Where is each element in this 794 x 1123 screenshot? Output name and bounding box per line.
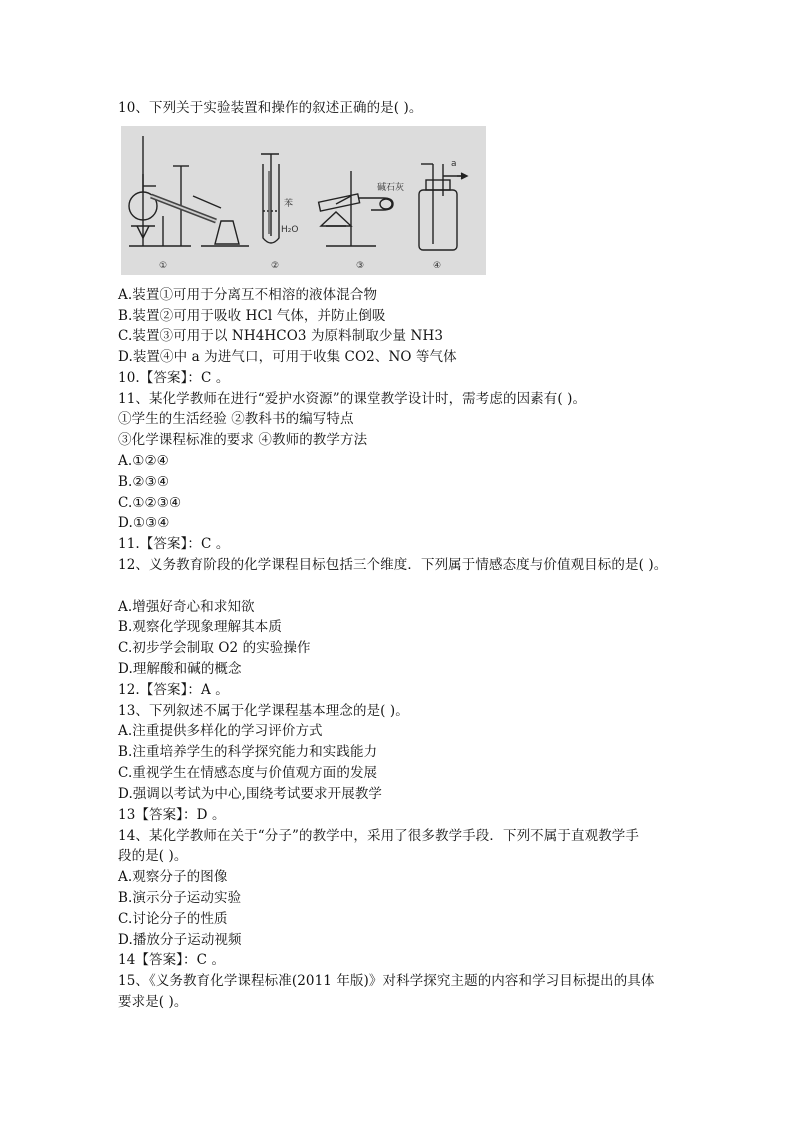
q14-option-a: A.观察分子的图像 (118, 869, 228, 885)
q13-answer: 13【答案】：D 。 (118, 807, 226, 823)
label-soda-lime: 碱石灰 (377, 183, 405, 193)
q12-option-c: C.初步学会制取 O2 的实验操作 (118, 640, 311, 656)
q10-stem: 10、下列关于实验装置和操作的叙述正确的是( )。 (118, 100, 423, 116)
label-water: H₂O (281, 225, 299, 235)
label-4: ④ (433, 261, 442, 271)
q13-option-b: B.注重培养学生的科学探究能力和实践能力 (118, 744, 378, 760)
q14-stem-line-2: 段的是( )。 (118, 848, 188, 864)
q15-stem-line-2: 要求是( )。 (118, 994, 188, 1010)
label-1: ① (159, 261, 168, 271)
q10-apparatus-figure (121, 126, 486, 275)
q13-stem: 13、下列叙述不属于化学课程基本理念的是( )。 (118, 703, 409, 719)
q12-stem: 12、义务教育阶段的化学课程目标包括三个维度．下列属于情感态度与价值观目标的是( )。 (118, 557, 668, 573)
q10-option-d: D.装置④中 a 为进气口，可用于收集 CO2、NO 等气体 (118, 349, 457, 365)
q13-option-a: A.注重提供多样化的学习评价方式 (118, 723, 323, 739)
q12-option-b: B.观察化学现象理解其本质 (118, 619, 283, 635)
q12-option-d: D.理解酸和碱的概念 (118, 661, 242, 677)
label-3: ③ (356, 261, 365, 271)
q10-option-b: B.装置②可用于吸收 HCl 气体，并防止倒吸 (118, 308, 386, 324)
q11-stem: 11、某化学教师在进行“爱护水资源”的课堂教学设计时，需考虑的因素有( )。 (118, 391, 587, 407)
q11-answer: 11.【答案】：C 。 (118, 536, 230, 552)
q12-option-a: A.增强好奇心和求知欲 (118, 599, 255, 615)
q12-answer: 12.【答案】：A 。 (118, 682, 229, 698)
label-2: ② (271, 261, 280, 271)
q13-option-d: D.强调以考试为中心,围绕考试要求开展教学 (118, 786, 383, 802)
q14-option-b: B.演示分子运动实验 (118, 890, 242, 906)
q14-option-c: C.讨论分子的性质 (118, 911, 228, 927)
apparatus-2-test-tube (261, 154, 279, 243)
q11-option-b: B.②③④ (118, 474, 170, 490)
q13-option-c: C.重视学生在情感态度与价值观方面的发展 (118, 765, 378, 781)
q14-option-d: D.播放分子运动视频 (118, 932, 242, 948)
q11-option-c: C.①②③④ (118, 495, 182, 511)
q11-option-a: A.①②④ (118, 453, 169, 469)
q15-stem-line-1: 15、《义务教育化学课程标准(2011 年版)》对科学探究主题的内容和学习目标提出的具体 (118, 973, 655, 989)
q14-stem-line-1: 14、某化学教师在关于“分子”的教学中，采用了很多教学手段．下列不属于直观教学手 (118, 828, 639, 844)
q11-factors-line-1: ①学生的生活经验 ②教科书的编写特点 (118, 411, 354, 427)
q10-option-c: C.装置③可用于以 NH4HCO3 为原料制取少量 NH3 (118, 328, 444, 344)
q10-answer: 10.【答案】：C 。 (118, 370, 230, 386)
label-a: a (451, 159, 457, 169)
label-benzene: 苯 (284, 199, 294, 209)
q10-option-a: A.装置①可用于分离互不相溶的液体混合物 (118, 287, 378, 303)
apparatus-4-gas-bottle (419, 164, 467, 250)
q11-factors-line-2: ③化学课程标准的要求 ④教师的教学方法 (118, 432, 368, 448)
q11-option-d: D.①③④ (118, 515, 170, 531)
q14-answer: 14【答案】：C 。 (118, 952, 226, 968)
apparatus-1-distillation (129, 136, 249, 246)
apparatus-drawing (121, 126, 486, 275)
